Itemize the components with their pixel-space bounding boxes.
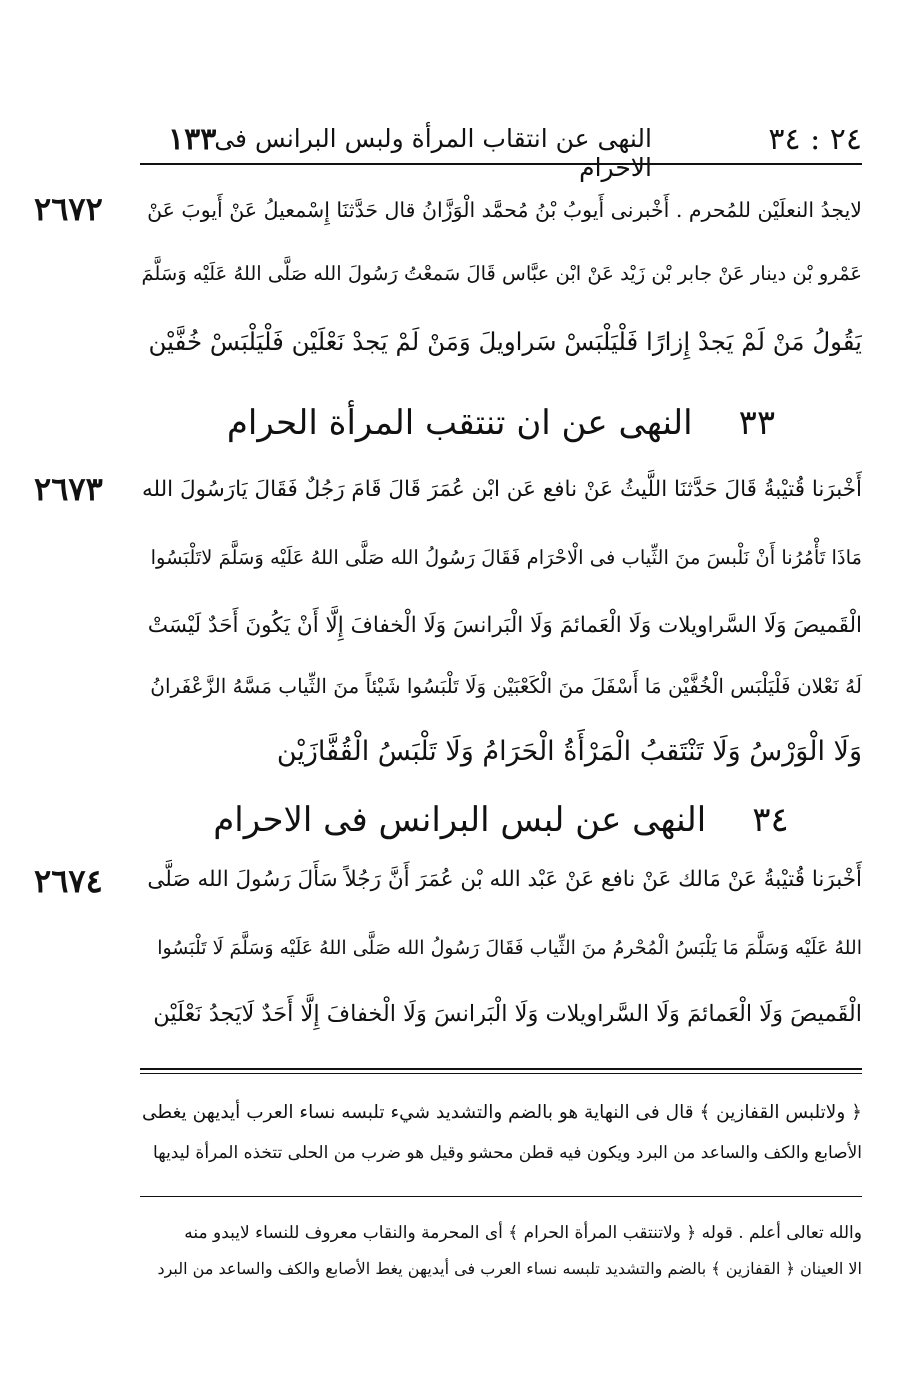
chapter-title: النهى عن لبس البرانس فى الاحرام bbox=[213, 800, 707, 840]
hadith-number: ٢٦٧٢ bbox=[34, 190, 103, 228]
hadith-number: ٢٦٧٤ bbox=[34, 862, 103, 900]
note-line: ﴿ ولاتلبس القفازين ﴾ قال فى النهاية هو بالضم والتشديد شيء تلبسه نساء العرب أيديهن يغطى bbox=[142, 1102, 862, 1123]
text-line: أَخْبرَنا قُتيْبةُ قَالَ حَدَّثنَا اللَّيثُ عَنْ نافع عَن ابْن عُمَرَ قَالَ قَامَ رَجُلٌ فَقَالَ يَارَسُولَ الله bbox=[141, 477, 862, 502]
text-line: لَهُ نَعْلان فَلْيَلْبَس الْخُفَّيْن مَا أَسْفَلَ منَ الْكَعْبَيْن وَلَا تَلْبَسُوا شَيْئاً منَ الثِّياب مَسَّهُ الزَّعْفَرانُ bbox=[150, 674, 862, 698]
chapter-heading bbox=[140, 790, 862, 850]
page-number: ١٣٣ bbox=[168, 122, 217, 157]
footnote-line: والله تعالى أعلم . قوله ﴿ ولاتنتقب المرأة الحرام ﴾ أى المحرمة والنقاب معروف للنساء لايبدو منه bbox=[184, 1223, 862, 1243]
text-line: وَلَا الْوَرْسُ وَلَا تَنْتَقبُ الْمَرْأَةُ الْحَرَامُ وَلَا تَلْبَسُ الْقُفَّازَيْن bbox=[276, 736, 862, 767]
page-header bbox=[140, 118, 862, 182]
section-divider bbox=[140, 1068, 862, 1074]
chapter-number: ٣٤ bbox=[752, 800, 789, 840]
running-title: النهى عن انتقاب المرأة ولبس البرانس فى الاحرام bbox=[214, 124, 652, 182]
chapter-title: النهى عن ان تنتقب المرأة الحرام bbox=[226, 403, 693, 443]
chapter-reference: ٢٤ : ٣٤ bbox=[768, 122, 862, 157]
footnote-divider bbox=[140, 1196, 862, 1197]
text-line: عَمْرو بْن دينار عَنْ جابر بْن زَيْد عَنْ ابْن عبَّاس قَالَ سَمعْتُ رَسُولَ الله صَلَّى اللهُ عَلَيْه وَسَلَّمَ bbox=[141, 262, 862, 285]
text-line: يَقُولُ مَنْ لَمْ يَجدْ إِزارًا فَلْيَلْبَسْ سَراويلَ وَمَنْ لَمْ يَجدْ نَعْلَيْن فَلْيَلْبَسْ خُفَّيْن bbox=[148, 327, 862, 356]
chapter-heading bbox=[140, 393, 862, 453]
hadith-number: ٢٦٧٣ bbox=[34, 470, 103, 508]
text-line: أَخْبرَنا قُتيْبةُ عَنْ مَالك عَنْ نافع عَنْ عَبْد الله بْن عُمَرَ أَنَّ رَجُلاً سَأَلَ رَسُولَ الله صَلَّى bbox=[147, 867, 862, 892]
text-line: الْقَميصَ وَلَا السَّراويلات وَلَا الْعَمائمَ وَلَا الْبَرانسَ وَلَا الْخفافَ إِلَّا أَنْ يَكُونَ أَحَدٌ لَيْسَتْ bbox=[147, 613, 862, 638]
footnote-line: الا العينان ﴿ القفازين ﴾ بالضم والتشديد تلبسه نساء العرب فى أيديهن يغط الأصابع والكف والساعد من البرد bbox=[157, 1259, 862, 1278]
text-line: الْقَميصَ وَلَا الْعَمائمَ وَلَا السَّراويلات وَلَا الْبَرانسَ وَلَا الْخفافَ إِلَّا أَحَدٌ لَايَجدُ نَعْلَيْن bbox=[153, 1001, 862, 1027]
text-line: اللهُ عَلَيْه وَسَلَّمَ مَا يَلْبَسُ الْمُحْرمُ منَ الثِّياب فَقَالَ رَسُولُ الله صَلَّى اللهُ عَلَيْه وَسَلَّمَ لَا تَلْبَسُوا bbox=[157, 937, 862, 959]
text-line: لايجدُ النعلَيْن للمُحرم . أَخْبرنى أَيوبُ بْنُ مُحمَّد الْوَزَّانُ قال حَدَّثنَا إِسْمعيلُ عَنْ أَيوبَ عَنْ bbox=[147, 198, 862, 222]
text-line: مَاذَا تَأْمُرُنا أَنْ نَلْبسَ منَ الثِّياب فى الْاحْرَام فَقَالَ رَسُولُ الله صَلَّى اللهُ عَلَيْه وَسَلَّمَ لاتَلْبَسُوا bbox=[150, 546, 862, 569]
chapter-number: ٣٣ bbox=[738, 403, 776, 443]
header-rule bbox=[140, 163, 862, 165]
note-line: الأصابع والكف والساعد من البرد ويكون فيه قطن محشو وقيل هو ضرب من الحلى تتخذه المرأة ليديها bbox=[153, 1143, 862, 1163]
